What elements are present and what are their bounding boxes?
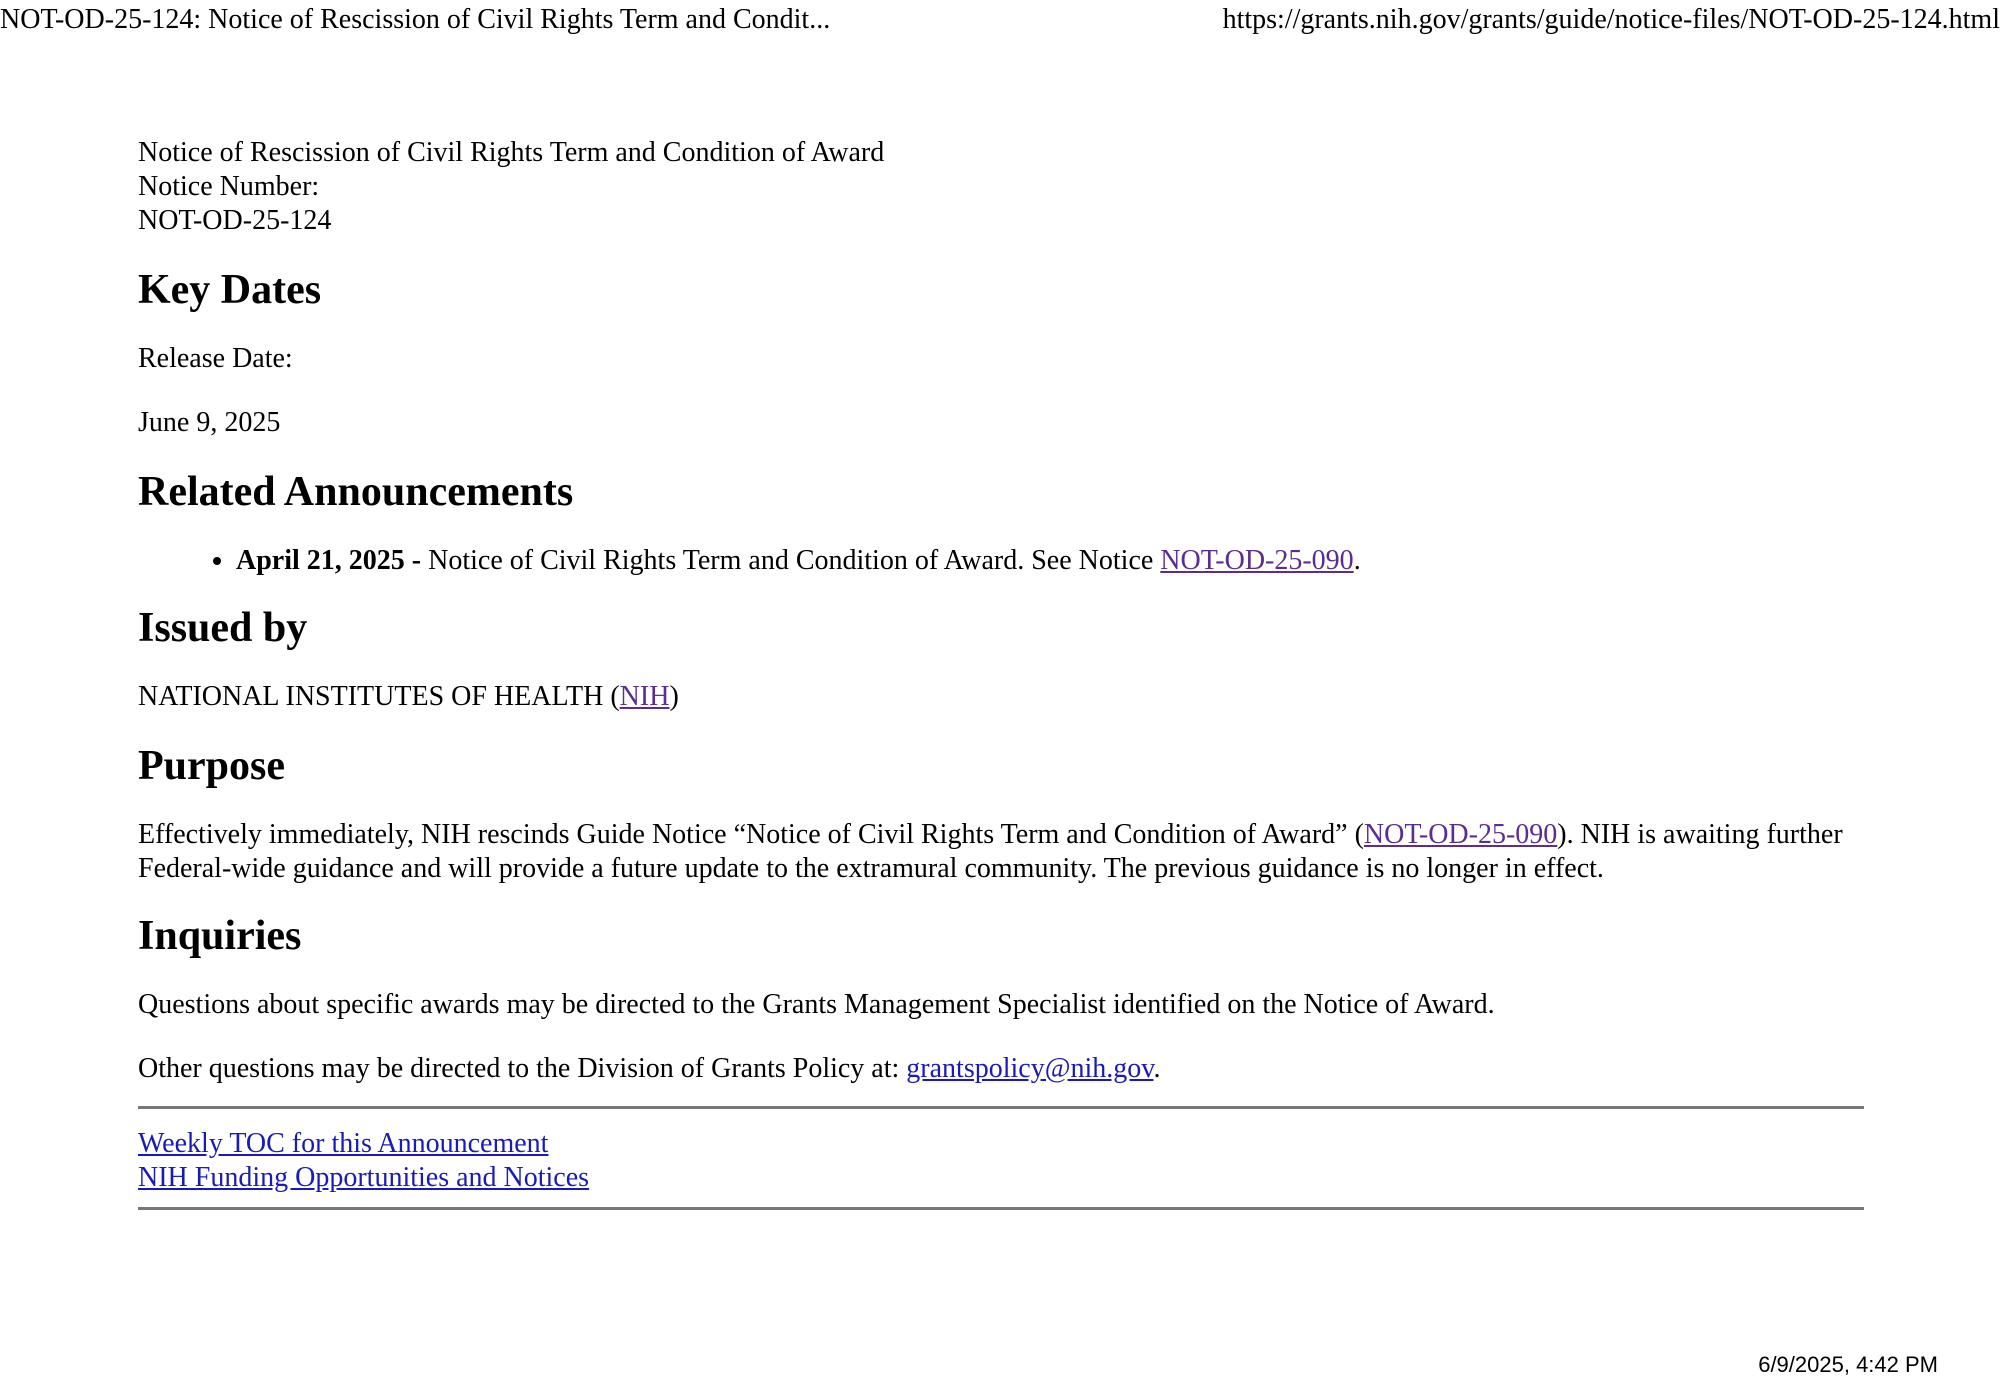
- related-after: .: [1353, 545, 1361, 576]
- org-name: NATIONAL INSTITUTES OF HEALTH (: [138, 681, 620, 712]
- purpose-before: Effectively immediately, NIH rescinds Guide Notice “Notice of Civil Rights Term and Condition of Award” (: [138, 819, 1364, 850]
- notice-header: [138, 136, 1864, 238]
- inquiries-heading: Inquiries: [138, 913, 302, 959]
- release-date: June 9, 2025: [138, 407, 281, 438]
- issuing-organization: [138, 680, 1864, 714]
- related-announcements-heading: Related Announcements: [138, 469, 574, 515]
- purpose-heading: Purpose: [138, 743, 285, 789]
- notice-content: [138, 136, 1864, 1210]
- purpose-after: ). NIH is awaiting further Federal-wide guidance and will provide a future update to the extramural community. The previous guidance is no longer in effect.: [138, 819, 1843, 884]
- funding-opportunities-link[interactable]: NIH Funding Opportunities and Notices: [138, 1162, 590, 1193]
- inquiries-text-1: Questions about specific awards may be directed to the Grants Management Specialist identified on the Notice of Award.: [138, 989, 1495, 1020]
- purpose-text: [138, 818, 1864, 886]
- related-notice-link[interactable]: NOT-OD-25-090: [1160, 545, 1354, 576]
- email-link[interactable]: grantspolicy@nih.gov: [906, 1053, 1154, 1084]
- related-text: Notice of Civil Rights Term and Condition of Award. See Notice: [421, 545, 1161, 576]
- divider: [138, 1207, 1864, 1210]
- inquiries-after: .: [1153, 1053, 1161, 1084]
- notice-number-label: Notice Number:: [138, 171, 320, 202]
- list-item: [236, 544, 1864, 578]
- notice-number: NOT-OD-25-124: [138, 205, 332, 236]
- footer-links: [138, 1127, 1864, 1195]
- purpose-notice-link[interactable]: NOT-OD-25-090: [1363, 819, 1558, 850]
- print-header: [0, 0, 2000, 40]
- inquiries-before: Other questions may be directed to the Division of Grants Policy at:: [138, 1053, 907, 1084]
- print-page-url: https://grants.nih.gov/grants/guide/notice-files/NOT-OD-25-124.html: [1222, 4, 2000, 35]
- inquiries-text-2: [138, 1052, 1864, 1086]
- weekly-toc-link[interactable]: Weekly TOC for this Announcement: [138, 1128, 549, 1159]
- nih-link[interactable]: NIH: [619, 681, 670, 712]
- release-date-label: Release Date:: [138, 343, 293, 374]
- related-announcements-list: [138, 544, 1864, 578]
- divider: [138, 1106, 1864, 1109]
- key-dates-heading: Key Dates: [138, 267, 322, 313]
- issued-by-heading: Issued by: [138, 605, 308, 651]
- print-page-title: NOT-OD-25-124: Notice of Rescission of Civil Rights Term and Condit...: [0, 4, 831, 35]
- related-date: April 21, 2025 -: [236, 545, 422, 576]
- org-after: ): [669, 681, 679, 712]
- notice-title: Notice of Rescission of Civil Rights Term and Condition of Award: [138, 137, 885, 168]
- print-timestamp: 6/9/2025, 4:42 PM: [1758, 1352, 1938, 1377]
